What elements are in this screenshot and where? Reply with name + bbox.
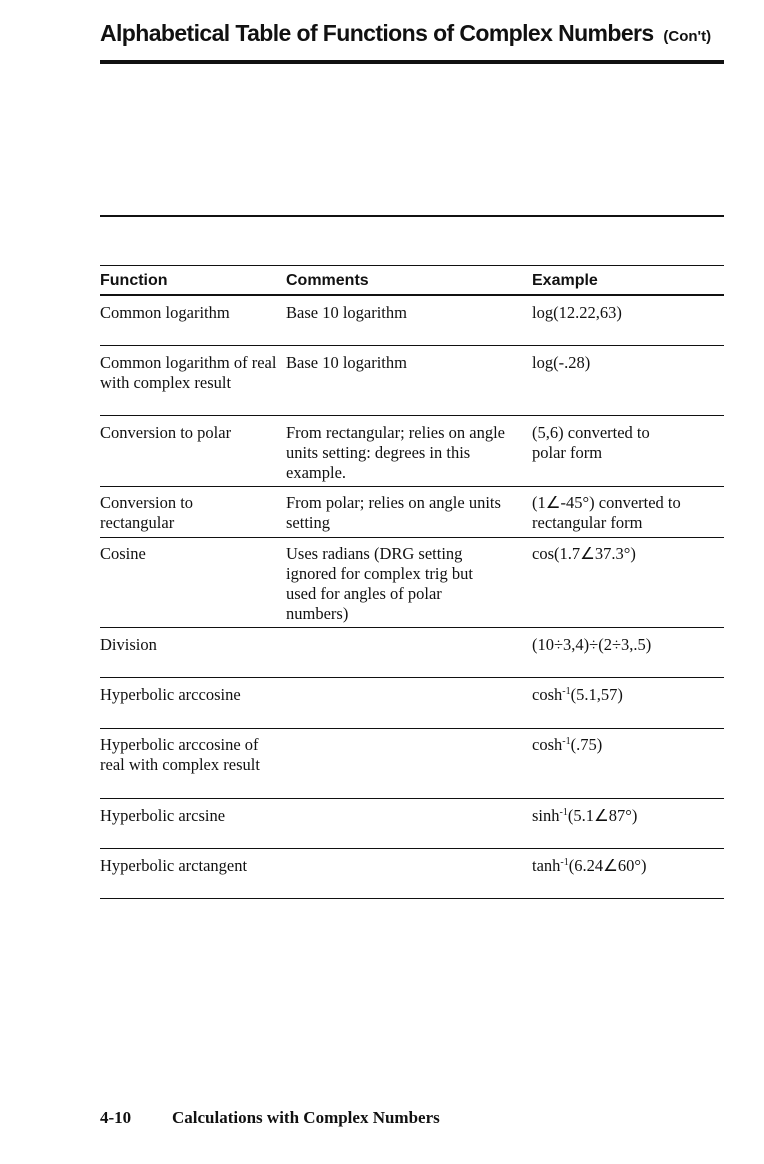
row-function: Cosine bbox=[100, 544, 146, 563]
row-comments: From rectangular; relies on angle units setting: degrees in this example. bbox=[286, 423, 506, 482]
row-function: Conversion to rectangular bbox=[100, 493, 194, 532]
header-example: Example bbox=[532, 272, 598, 289]
example-superscript: -1 bbox=[560, 857, 569, 868]
row-function: Common logarithm of real with complex result bbox=[100, 353, 277, 392]
example-base: cosh bbox=[532, 685, 563, 704]
table-top-rule bbox=[100, 265, 724, 266]
row-example bbox=[532, 806, 722, 826]
row-example: (1∠-45°) converted to rectangular form bbox=[532, 493, 681, 532]
row-example: log(12.22,63) bbox=[532, 303, 622, 322]
example-args: (6.24∠60°) bbox=[568, 856, 647, 875]
row-function: Hyperbolic arccosine bbox=[100, 685, 241, 704]
table-bottom-rule bbox=[100, 898, 724, 899]
section-title: Calculations with Complex Numbers bbox=[172, 1108, 440, 1127]
row-divider bbox=[100, 627, 724, 628]
row-example: log(-.28) bbox=[532, 353, 591, 372]
example-superscript: -1 bbox=[562, 736, 571, 747]
example-args: (5.1,57) bbox=[570, 685, 623, 704]
row-divider bbox=[100, 486, 724, 487]
row-divider bbox=[100, 728, 724, 729]
header-comments: Comments bbox=[286, 272, 369, 289]
page-footer bbox=[100, 1108, 440, 1128]
row-function: Hyperbolic arccosine of real with complex result bbox=[100, 735, 260, 774]
example-superscript: -1 bbox=[559, 807, 568, 818]
row-example bbox=[532, 856, 722, 876]
row-example bbox=[532, 685, 722, 705]
example-base: tanh bbox=[532, 856, 561, 875]
example-superscript: -1 bbox=[562, 686, 571, 697]
example-base: cosh bbox=[532, 735, 563, 754]
header-function: Function bbox=[100, 272, 168, 289]
row-function: Hyperbolic arctangent bbox=[100, 856, 248, 875]
page-title-suffix: (Con't) bbox=[663, 28, 712, 45]
example-args: (5.1∠87°) bbox=[567, 806, 638, 825]
row-example: cos(1.7∠37.3°) bbox=[532, 544, 636, 563]
row-divider bbox=[100, 345, 724, 346]
row-divider bbox=[100, 415, 724, 416]
row-divider bbox=[100, 798, 724, 799]
row-function: Conversion to polar bbox=[100, 423, 232, 442]
row-function: Hyperbolic arcsine bbox=[100, 806, 226, 825]
section-rule bbox=[100, 215, 724, 217]
row-example: (10÷3,4)÷(2÷3,.5) bbox=[532, 635, 652, 654]
row-function: Division bbox=[100, 635, 157, 654]
page-title bbox=[100, 20, 711, 47]
row-divider bbox=[100, 848, 724, 849]
example-args: (.75) bbox=[570, 735, 603, 754]
row-example bbox=[532, 735, 722, 755]
title-rule bbox=[100, 60, 724, 64]
row-divider bbox=[100, 537, 724, 538]
row-example: (5,6) converted to polar form bbox=[532, 423, 650, 462]
example-base: sinh bbox=[532, 806, 560, 825]
header-rule bbox=[100, 294, 724, 296]
row-comments: Base 10 logarithm bbox=[286, 353, 407, 372]
row-comments: Base 10 logarithm bbox=[286, 303, 407, 322]
row-comments: Uses radians (DRG setting ignored for complex trig but used for angles of polar numbers) bbox=[286, 544, 473, 623]
row-comments: From polar; relies on angle units setting bbox=[286, 493, 501, 532]
page-title-text: Alphabetical Table of Functions of Complex Numbers bbox=[100, 20, 654, 46]
row-function: Common logarithm bbox=[100, 303, 230, 322]
row-divider bbox=[100, 677, 724, 678]
page-number: 4-10 bbox=[100, 1108, 132, 1127]
